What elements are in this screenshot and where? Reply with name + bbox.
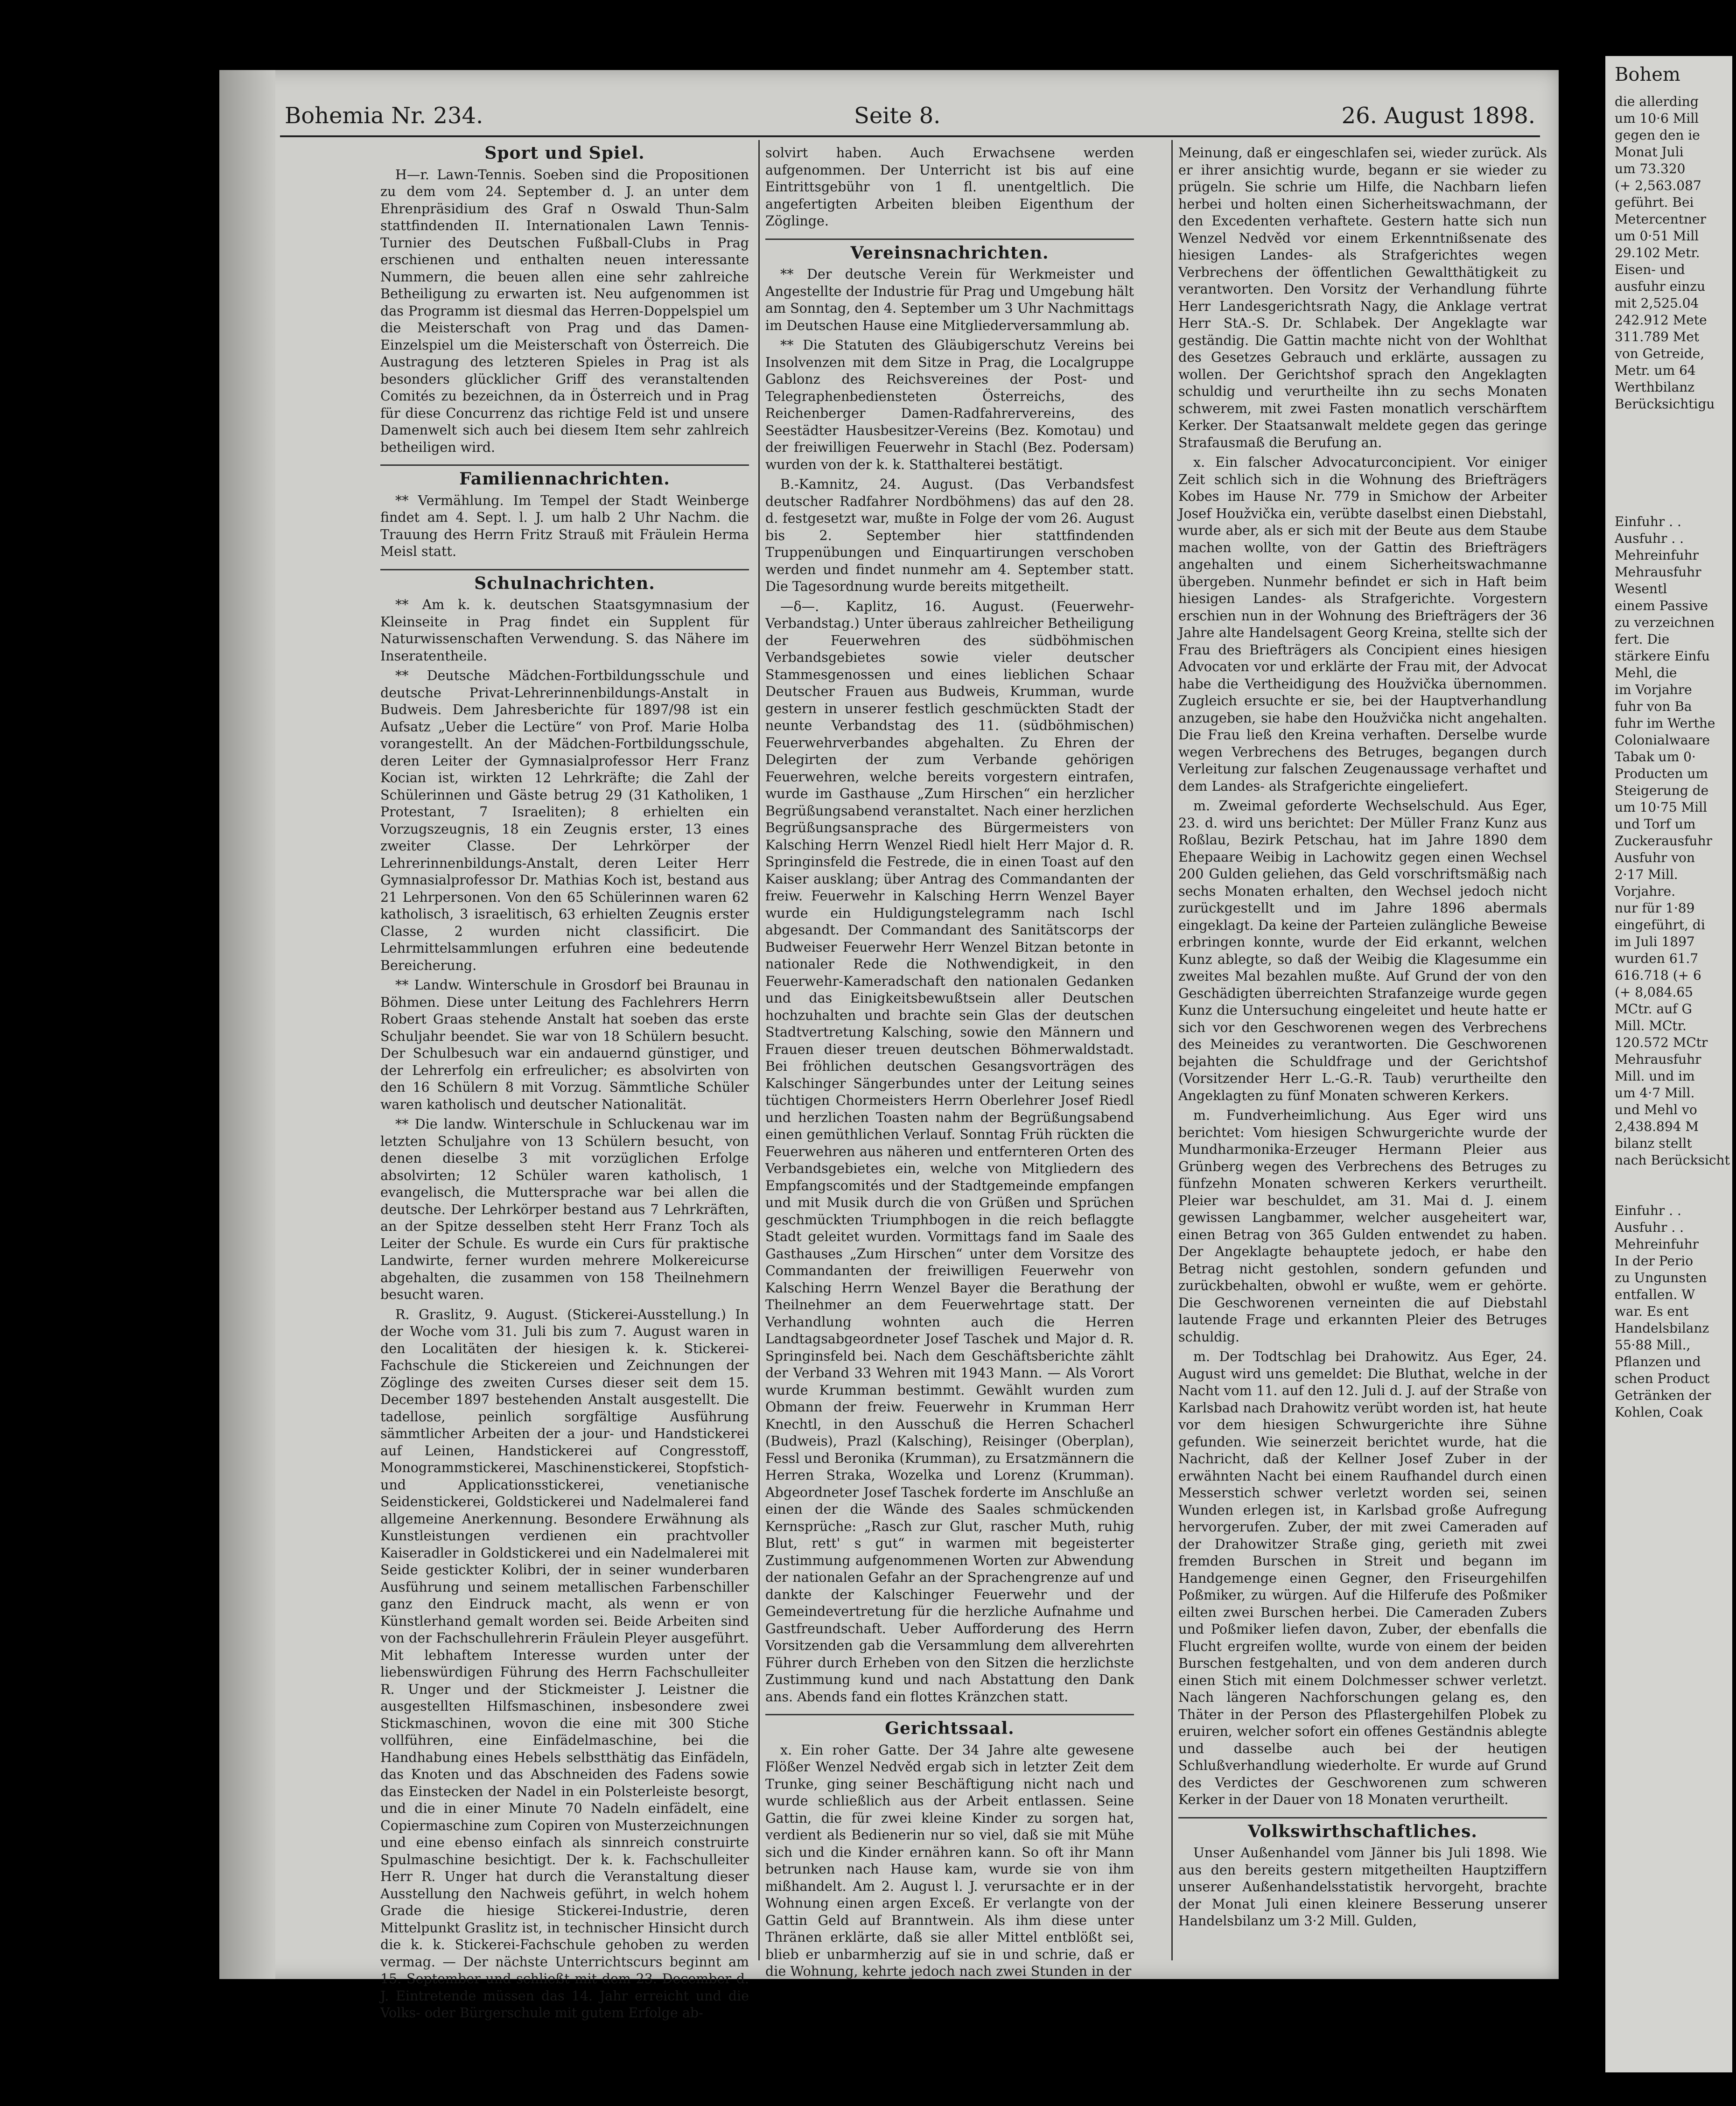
adjacent-page-line: Mill. MCtr. bbox=[1615, 1018, 1687, 1033]
article-paragraph: x. Ein roher Gatte. Der 34 Jahre alte gewesene Flößer Wenzel Nedvěd ergab sich in letzter Zeit dem Trunke, ging seiner Beschäftigung nicht nach und wurde schließlich aus der Arbeit entlassen. Seine Gattin, die für zwei kleine Kinder zu sorgen hat, verdient als Bedienerin nur so viel, daß sie mit Mühe sich und die Kinder ernähren kann. So oft ihr Mann betrunken nach Hause kam, wurde sie von ihm mißhandelt. Am 2. August l. J. verursachte er in der Wohnung einen argen Exceß. Er verlangte von der Gattin Geld auf Branntwein. Als ihm diese unter Thränen erklärte, daß sie aller Mittel entblößt sei, blieb er unbarmherzig auf sie in und schrie, daß er die Wohnung, kehrte jedoch nach zwei Stunden in der bbox=[765, 1742, 1134, 1979]
adjacent-page-line: Monat Juli bbox=[1615, 144, 1684, 160]
adjacent-page-line: Wesentl bbox=[1615, 581, 1667, 597]
adjacent-page-text bbox=[1615, 56, 1736, 1421]
adjacent-page-line: fuhr von Ba bbox=[1615, 699, 1692, 714]
adjacent-page-line: entfallen. W bbox=[1615, 1287, 1695, 1302]
adjacent-page-line: MCtr. auf G bbox=[1615, 1001, 1692, 1017]
adjacent-page-line: nur für 1·89 bbox=[1615, 900, 1695, 916]
adjacent-page-line: 311.789 Met bbox=[1615, 329, 1700, 344]
adjacent-page-line: Berücksichtigu bbox=[1615, 396, 1715, 412]
adjacent-page-line: 29.102 Metr. bbox=[1615, 245, 1700, 260]
adjacent-page-line: fuhr im Werthe bbox=[1615, 716, 1715, 731]
adjacent-page-line: bilanz stellt bbox=[1615, 1136, 1692, 1151]
adjacent-page-line: Ausfuhr . . bbox=[1615, 531, 1684, 546]
article-paragraph: Unser Außenhandel vom Jänner bis Juli 1898. Wie aus den bereits gestern mitgetheilten Hauptziffern unserer Außenhandelsstatistik hervorgeht, brachte der Monat Juli einen kleinere Besserung unserer Handelsbilanz um 3·2 Mill. Gulden, bbox=[1178, 1845, 1547, 1929]
adjacent-page-line: geführt. Bei bbox=[1615, 195, 1694, 210]
section-heading-economy: Volkswirthschaftliches. bbox=[1178, 1817, 1547, 1840]
article-paragraph: ** Am k. k. deutschen Staatsgymnasium der Kleinseite in Prag findet ein Supplent für Naturwissenschaften Verwendung. S. das Nähere im Inseratentheile. bbox=[380, 597, 749, 664]
adjacent-page-line: stärkere Einfu bbox=[1615, 648, 1710, 664]
adjacent-page-line: Tabak um 0· bbox=[1615, 749, 1696, 765]
adjacent-page-line: Bohem bbox=[1615, 64, 1680, 85]
adjacent-page-line: ausfuhr einzu bbox=[1615, 279, 1706, 294]
adjacent-page-line: nach Berücksicht bbox=[1615, 1152, 1730, 1168]
adjacent-page-line: Producten um bbox=[1615, 766, 1708, 781]
section-heading-associations: Vereinsnachrichten. bbox=[765, 239, 1134, 262]
adjacent-page-line: Metercentner bbox=[1615, 211, 1706, 227]
adjacent-page-line: Mehrausfuhr bbox=[1615, 1052, 1701, 1067]
adjacent-page-line: Zuckerausfuhr bbox=[1615, 833, 1713, 849]
adjacent-page-line: um 0·51 Mill bbox=[1615, 228, 1699, 244]
adjacent-page-line: Colonialwaare bbox=[1615, 732, 1710, 748]
adjacent-page-line: Mehl, die bbox=[1615, 665, 1677, 681]
adjacent-page-line: mit 2,525.04 bbox=[1615, 295, 1699, 311]
article-paragraph: m. Fundverheimlichung. Aus Eger wird uns berichtet: Vom hiesigen Schwurgerichte wurde der Mundharmonika-Erzeuger Hermann Pleier aus Grünberg wegen des Verbrechens des Betruges zu fünfzehn Monaten schweren Kerkers verurtheilt. Pleier war beschuldet, am 31. Mai d. J. einem gewissen Langbammer, welcher ausgeheitert war, einen Betrag von 365 Gulden entwendet zu haben. Der Angeklagte behauptete jedoch, er habe den Betrag nicht gestohlen, sondern gefunden und zurückbehalten, obwohl er wußte, wem er gehörte. Die Geschworenen verneinten die auf Diebstahl lautende Frage und erkannten Pleier des Betruges schuldig. bbox=[1178, 1108, 1547, 1345]
adjacent-page-line: von Getreide, bbox=[1615, 346, 1705, 361]
article-paragraph: solvirt haben. Auch Erwachsene werden aufgenommen. Der Unterricht ist bis auf eine Eintrittsgebühr von 1 fl. unentgeltlich. Die angefertigten Arbeiten bleiben Eigenthum der Zöglinge. bbox=[765, 145, 1134, 229]
adjacent-page-line bbox=[1615, 480, 1736, 497]
adjacent-page-line: wurden 61.7 bbox=[1615, 951, 1699, 966]
article-paragraph: H—r. Lawn-Tennis. Soeben sind die Propositionen zu dem vom 24. September d. J. an unter dem Ehrenpräsidium des Graf n Oswald Thun-Salm stattfindenden II. Internationalen Lawn Tennis-Turnier des Deutschen Fußball-Clubs in Prag erschienen und enthalten neuen interessante Nummern, die beuen allen eine sehr zahlreiche Betheiligung zu erwarten ist. Neu aufgenommen ist das Programm ist diesmal das Herren-Doppelspiel um die Meisterschaft von Prag und das Damen-Einzelspiel um die Meisterschaft von Österreich. Die Austragung des letzteren Spieles in Prag ist als besonders glücklicher Griff des veranstaltenden Comités zu bezeichnen, da in Österreich und in Prag für diese Concurrenz das richtige Feld ist und unsere Damenwelt sich auch bei diesem Item sehr zahlreich betheiligen wird. bbox=[380, 167, 749, 455]
adjacent-page-line: Kohlen, Coak bbox=[1615, 1404, 1703, 1420]
article-paragraph: m. Der Todtschlag bei Drahowitz. Aus Eger, 24. August wird uns gemeldet: Die Bluthat, welche in der Nacht vom 11. auf den 12. Juli d. J. auf der Straße von Karlsbad nach Drahowitz verübt worden ist, hat heute vor dem hiesigen Schwurgerichte ihre Sühne gefunden. Wie seinerzeit berichtet wurde, hat die Nachricht, daß der Kellner Josef Zuber in der erwähnten Nacht bei einem Raufhandel durch einen Messerstich schwer verletzt worden sei, seinen Wunden erlegen ist, in Karlsbad große Aufregung hervorgerufen. Zuber, der mit zwei Cameraden auf der Drahowitzer Straße ging, gerieth mit zwei fremden Burschen in Streit und begann im Handgemenge einen Gegner, den Friseurgehilfen Poßmiker, zu würgen. Auf die Hilferufe des Poßmiker eilten zwei Burschen herbei. Die Cameraden Zubers und Poßmiker liefen davon, Zuber, der ebenfalls die Flucht ergreifen wollte, wurde von einem der beiden Burschen festgehalten, und von dem anderen durch einen Stich mit einem Dolchmesser schwer verletzt. Nach längeren Nachforschungen gelang es, den Thäter in der Person des Pflastergehilfen Plobek zu eruiren, welcher sofort ein offenes Geständnis ablegte und dasselbe auch bei der heutigen Schlußverhandlung wiederholte. Er wurde auf Grund des Verdictes der Geschworenen zum schweren Kerker in der Dauer von 18 Monaten verurtheilt. bbox=[1178, 1349, 1547, 1807]
adjacent-page-line: Ausfuhr von bbox=[1615, 850, 1695, 865]
adjacent-page-line: In der Perio bbox=[1615, 1253, 1694, 1269]
header-publication: Bohemia Nr. 234. bbox=[285, 103, 483, 129]
adjacent-page-line: 2,438.894 M bbox=[1615, 1119, 1699, 1134]
header-date: 26. August 1898. bbox=[1341, 103, 1535, 129]
article-paragraph: ** Die landw. Winterschule in Schluckenau war im letzten Schuljahre von 13 Schülern besucht, von denen dieselbe 3 mit vorzüglichen Erfolge absolvirten; 12 Schüler waren katholisch, 1 evangelisch, die Muttersprache war bei allen die deutsche. Der Lehrkörper bestand aus 7 Lehrkräften, an der Spitze desselben steht Herr Franz Toch als Leiter der Schule. Es wurde ein Curs für praktische Landwirte, ferner wurden mehrere Molkereicurse abgehalten, die zusammen von 158 Theilnehmern besucht waren. bbox=[380, 1116, 749, 1302]
adjacent-page-line: Pflanzen und bbox=[1615, 1354, 1701, 1369]
article-paragraph: R. Graslitz, 9. August. (Stickerei-Ausstellung.) In der Woche vom 31. Juli bis zum 7. August waren in den Localitäten der hiesigen k. k. Stickerei-Fachschule die Stickereien und Zeichnungen der Zöglinge des zweiten Curses dieser seit dem 15. December 1897 bestehenden Anstalt ausgestellt. Die tadellose, peinlich sorgfältige Ausführung sämmtlicher Arbeiten der a jour- und Handstickerei auf Leinen, Handstickerei auf Congresstoff, Monogrammstickerei, Maschinenstickerei, Stopfstich- und Applicationsstickerei, venetianische Seidenstickerei, Goldstickerei und Nadelmalerei fand allgemeine Anerkennung. Besondere Erwähnung als Kunstleistungen verdienen ein prachtvoller Kaiseradler in Goldstickerei und ein Nadelmalerei mit Seide gestickter Kolibri, der in seiner wunderbaren Ausführung und seinem metallischen Farbenschiller ganz den Eindruck macht, als wenn er von Künstlerhand gemalt worden sei. Beide Arbeiten sind von der Fachschullehrerin Fräulein Pleyer ausgeführt. Mit lebhaftem Interesse wurden unter der liebenswürdigen Führung des Herrn Fachschulleiter R. Unger und der Stickmeister J. Leistner die ausgestellten Hilfsmaschinen, insbesondere zwei Stickmaschinen, wovon die eine mit 300 Stiche vollführen, eine Einfädelmaschine, bei die Handhabung eines Hebels selbstthätig das Einfädeln, das Knoten und das Abschneiden des Fadens sowie das Einstecken der Nadel in ein Polsterleiste besorgt, und die in einer Minute 70 Nadeln einfädelt, eine Copiermaschine zum Copiren von Musterzeichnungen und eine ebenso einfach als sinnreich construirte Spulmaschine besichtigt. Der k. k. Fachschulleiter Herr R. Unger hat durch die Veranstaltung dieser Ausstellung den Nachweis geführt, in welch hohem Grade die hiesige Stickerei-Industrie, deren Mittelpunkt Graslitz ist, in technischer Hinsicht durch die k. k. Stickerei-Fachschule gehoben zu werden vermag. — Der nächste Unterrichtscurs beginnt am 15. September und schließt mit dem 23. December d. J. Eintretende müssen das 14. Jahr erreicht und die Volks- oder Bürgerschule mit gutem Erfolge ab- bbox=[380, 1306, 749, 2021]
adjacent-page-line: um 4·7 Mill. bbox=[1615, 1085, 1695, 1101]
adjacent-page-line: Mill. und im bbox=[1615, 1068, 1695, 1084]
adjacent-page-line: Getränken der bbox=[1615, 1388, 1711, 1403]
adjacent-page-line: Einfuhr . . bbox=[1615, 514, 1681, 529]
adjacent-page-line: Einfuhr . . bbox=[1615, 1203, 1681, 1218]
page-header bbox=[280, 98, 1540, 137]
adjacent-page-line: zu verzeichnen bbox=[1615, 615, 1715, 630]
adjacent-page-line: Mehrausfuhr bbox=[1615, 564, 1701, 580]
adjacent-page-line: war. Es ent bbox=[1615, 1304, 1689, 1319]
adjacent-page-line bbox=[1615, 413, 1736, 429]
adjacent-page-line: Mehreinfuhr bbox=[1615, 1236, 1699, 1252]
adjacent-page-line bbox=[1615, 497, 1736, 513]
adjacent-page-line: (+ 8,084.65 bbox=[1615, 984, 1693, 1000]
article-paragraph: ** Vermählung. Im Tempel der Stadt Weinberge findet am 4. Sept. l. J. um halb 2 Uhr Nachm. die Trauung des Herrn Fritz Strauß mit Fräulein Herma Meisl statt. bbox=[380, 492, 749, 559]
adjacent-page-line: eingeführt, di bbox=[1615, 917, 1705, 933]
article-paragraph: ** Der deutsche Verein für Werkmeister und Angestellte der Industrie für Prag und Umgebung hält am Sonntag, den 4. September um 3 Uhr Nachmittags im Deutschen Hause eine Mitgliederversammlung ab. bbox=[765, 267, 1134, 333]
column-rule bbox=[758, 140, 760, 1960]
section-heading-sport: Sport und Spiel. bbox=[484, 143, 645, 163]
adjacent-page-line: 242.912 Mete bbox=[1615, 312, 1707, 328]
adjacent-page-line: gegen den ie bbox=[1615, 127, 1700, 143]
adjacent-page-line: und Torf um bbox=[1615, 816, 1696, 832]
adjacent-page-line bbox=[1615, 446, 1736, 463]
page-binding-shadow bbox=[219, 70, 275, 1979]
article-paragraph: Meinung, daß er eingeschlafen sei, wieder zurück. Als er ihrer ansichtig wurde, begann er sie wieder zu prügeln. Sie schrie um Hilfe, die Nachbarn liefen herbei und holten einen Sicherheitswachmann, der den Excedenten verhaftete. Gestern hatte sich nun Wenzel Nedvěd vor einem Erkenntnißsenate des hiesigen Landes- als Strafgerichtes wegen Verbrechens der öffentlichen Gewaltthätigkeit zu verantworten. Den Vorsitz der Verhandlung führte Herr Landesgerichtsrath Nagy, die Anklage vertrat Herr StA.-S. Dr. Schlabek. Der Angeklagte war geständig. Die Gattin machte nicht von der Wohlthat des Gesetzes Gebrauch und erklärte, aussagen zu wollen. Der Gerichtshof sprach den Angeklagten schuldig und verurtheilte ihn zu sechs Monaten schwerem, mit zwei Fasten monatlich verschärftem Kerker. Der Staatsanwalt meldete gegen das geringe Strafausmaß die Berufung an. bbox=[1178, 145, 1547, 450]
adjacent-page-line: (+ 2,563.087 bbox=[1615, 178, 1701, 193]
adjacent-page-line: 120.572 MCtr bbox=[1615, 1035, 1708, 1050]
adjacent-page-line: Steigerung de bbox=[1615, 783, 1709, 798]
adjacent-page-line: schen Product bbox=[1615, 1371, 1710, 1386]
adjacent-page-line: Metr. um 64 bbox=[1615, 363, 1696, 378]
article-paragraph: ** Deutsche Mädchen-Fortbildungsschule und deutsche Privat-Lehrerinnenbildungs-Anstalt in Budweis. Dem Jahresberichte für 1897/98 ist ein Aufsatz „Ueber die Lectüre“ von Prof. Marie Holba vorangestellt. An der Mädchen-Fortbildungsschule, deren Leiter der Gymnasialprofessor Herr Franz Kocian ist, wirkten 12 Lehrkräfte; die Zahl der Schülerinnen und Gäste betrug 29 (31 Katholiken, 1 Protestant, 7 Israeliten); 8 erhielten ein Vorzugszeugnis, 18 ein Zeugnis erster, 13 eines zweiter Classe. Der Lehrkörper der Lehrerinnenbildungs-Anstalt, deren Leiter Herr Gymnasialprofessor Dr. Mathias Koch ist, bestand aus 21 Lehrpersonen. Von den 65 Schülerinnen waren 62 katholisch, 3 israelitisch, 63 erhielten Zeugnis erster Classe, 2 wurden nicht classificirt. Die Lehrmittelsammlungen erfuhren eine bedeutende Bereicherung. bbox=[380, 668, 749, 973]
adjacent-page-fragment bbox=[1605, 56, 1732, 2072]
section-heading-family: Familiennachrichten. bbox=[380, 464, 749, 488]
adjacent-page-line bbox=[1615, 1186, 1736, 1202]
adjacent-page-line: Eisen- und bbox=[1615, 262, 1685, 277]
adjacent-page-line: und Mehl vo bbox=[1615, 1102, 1697, 1117]
adjacent-page-line: im Juli 1897 bbox=[1615, 934, 1695, 949]
adjacent-page-line: um 73.320 bbox=[1615, 161, 1686, 176]
article-paragraph: x. Ein falscher Advocaturconcipient. Vor einiger Zeit schlich sich in die Wohnung des Briefträgers Kobes im Hause Nr. 779 in Smichow der Arbeiter Josef Houžvička ein, verübte daselbst einen Diebstahl, wurde aber, als er sich mit der Beute aus dem Staube machen wollte, von der Gattin des Briefträgers angehalten und einem Sicherheitswachmanne übergeben. Nunmehr befindet er sich in Haft beim hiesigen Landes- als Strafgerichte. Vorgestern erschien nun in der Wohnung des Briefträgers der 36 Jahre alte Handelsagent Georg Kreina, stellte sich der Frau des Briefträgers als Concipient eines hiesigen Advocaten vor und erklärte der Frau mit, der Advocat habe die Vertheidigung des Houžvička übernommen. Zugleich ersuchte er sie, bei der Hauptverhandlung anzugeben, sie habe den Houžvička nicht angehalten. Die Frau ließ den Kreina verhaften. Derselbe wurde wegen Verbrechens des Betruges, begangen durch Verleitung zur falschen Zeugenaussage verhaftet und dem Landes- als Strafgerichte eingeliefert. bbox=[1178, 455, 1547, 794]
adjacent-page-line: 2·17 Mill. bbox=[1615, 867, 1678, 882]
article-paragraph: B.-Kamnitz, 24. August. (Das Verbandsfest deutscher Radfahrer Nordböhmens) das auf den 28. d. festgesetzt war, mußte in Folge der vom 26. August bis 2. September hier stattfindenden Truppenübungen und Einquartirungen verschoben werden und findet nunmehr am 4. September statt. Die Tagesordnung wurde bereits mitgetheilt. bbox=[765, 477, 1134, 594]
adjacent-page-line: 55·88 Mill., bbox=[1615, 1337, 1691, 1353]
column-1 bbox=[380, 143, 749, 2021]
adjacent-page-line: um 10·6 Mill bbox=[1615, 111, 1699, 126]
adjacent-page-line: Mehreinfuhr bbox=[1615, 548, 1699, 563]
adjacent-page-line: um 10·75 Mill bbox=[1615, 800, 1708, 815]
article-paragraph: —δ—. Kaplitz, 16. August. (Feuerwehr-Verbandstag.) Unter überaus zahlreicher Betheiligung der Feuerwehren des südböhmischen Verbandsgebietes sowie vieler deutscher Stammesgenossen und eines lieblichen Schaar Deutscher Frauen aus Budweis, Krumman, wurde gestern in unserer festlich geschmückten Stadt der neunte Verbandstag des 11. (südböhmischen) Feuerwehrverbandes abgehalten. Zu Ehren der Delegirten der zum Verbande gehörigen Feuerwehren, welche bereits vorgestern eintrafen, wurde im Gasthause „Zum Hirschen“ ein herzlicher Begrüßungsabend veranstaltet. Nach einer herzlichen Begrüßungsansprache des Bürgermeisters von Kalsching Herrn Wenzel Riedl hielt Herr Major d. R. Springinsfeld die Festrede, die in einen Toast auf den Kaiser ausklang; über Antrag des Commandanten der freiw. Feuerwehr in Kalsching Herrn Wenzel Bayer wurde ein Huldigungstelegramm nach Ischl abgesandt. Der Commandant des Sanitätscorps der Budweiser Feuerwehr Herr Wenzel Bitzan betonte in nationaler Rede die Nothwendigkeit, in den Feuerwehr-Kameradschaft den nationalen Gedanken und das Einigkeitsbewußtsein aller Deutschen hochzuhalten und brachte sein Glas der deutschen Stadtvertretung Kalsching, sowie den Männern und Frauen dieser treuen deutschen Böhmerwaldstadt. Bei fröhlichen deutschen Gesangsvorträgen des Kalschinger Sängerbundes unter der Leitung seines tüchtigen Chormeisters Herrn Oberlehrer Josef Riedl und herzlichen Toasten nahm der Begrüßungsabend einen gemüthlichen Verlauf. Sonntag Früh rückten die Feuerwehren aus näheren und entfernteren Orten des Verbandsgebietes ein, welche von Mitgliedern des Empfangscomités und der Stadtgemeinde empfangen und mit Musik durch die von Grüßen und Sprüchen geschmückten Triumphbogen in die reich beflaggte Stadt geleitet wurden. Vormittags fand im Saale des Gasthauses „Zum Hirschen“ unter dem Vorsitze des Commandanten der freiwilligen Feuerwehr von Kalsching Herrn Wenzel Bayer die Berathung der Theilnehmer an dem Feuerwehrtage statt. Der Verhandlung wohnten auch die Herren Landtagsabgeordneter Josef Taschek und Major d. R. Springinsfeld bei. Nach dem Geschäftsberichte zählt der Verband 33 Wehren mit 1943 Mann. — Als Vorort wurde Krumman bestimmt. Gewählt wurden zum Obmann der freiw. Feuerwehr in Krumman Herr Knechtl, in den Ausschuß die Herren Schacherl (Budweis), Prazl (Kalsching), Reisinger (Oberplan), Fessl und Beronika (Krumman), zu Ersatzmännern die Herren Straka, Wozelka und Lorenz (Krumman). Abgeordneter Josef Taschek forderte im Anschluße an einen der die Wände des Saales schmückenden Kernsprüche: „Rasch zur Glut, rascher Muth, ruhig Blut, rett' s gut“ in warmen mit begeisterter Zustimmung aufgenommenen Worten zur Abwendung der nationalen Gefahr an der Sprachengrenze auf und dankte der Kalschinger Feuerwehr und der Gemeindevertretung für die herzliche Aufnahme und Gastfreundschaft. Ueber Aufforderung des Herrn Vorsitzenden gab die Versammlung dem allverehrten Führer durch Erheben von den Sitzen die herzlichste Zustimmung kund und nach Abstattung den Dank ans. Abends fand ein flottes Kränzchen statt. bbox=[765, 598, 1134, 1705]
article-paragraph: m. Zweimal geforderte Wechselschuld. Aus Eger, 23. d. wird uns berichtet: Der Müller Franz Kunz aus Roßlau, Bezirk Petschau, hat im Jahre 1890 dem Ehepaare Weibig in Lachowitz gegen einen Wechsel 200 Gulden geliehen, das Geld vorschriftsmäßig nach sechs Monaten erhalten, den Wechsel jedoch nicht zurückgestellt und im Jahre 1896 abermals eingeklagt. Da keine der Parteien zulängliche Beweise erbringen konnte, wurde der Eid erkannt, welchen Kunz ablegte, so daß der Weibig die Klagesumme ein zweites Mal bezahlen mußte. Auf Grund der von den Geschädigten überreichten Strafanzeige wurde gegen Kunz die Untersuchung eingeleitet und heute hatte er sich vor den Geschworenen wegen des Verbrechens des Meineides zu verantworten. Die Geschworenen bejahten die Schuldfrage und der Gerichtshof (Vorsitzender Herr L.-G.-R. Taub) verurtheilte den Angeklagten zu fünf Monaten schweren Kerkers. bbox=[1178, 798, 1547, 1103]
adjacent-page-line: fert. Die bbox=[1615, 632, 1670, 647]
article-paragraph: ** Landw. Winterschule in Grosdorf bei Braunau in Böhmen. Diese unter Leitung des Fachlehrers Herrn Robert Graas stehende Anstalt hat soeben das erste Schuljahr beendet. Sie war von 18 Schülern besucht. Der Schulbesuch war ein andauernd günstiger, und der Lehrerfolg ein erfreulicher; es absolvirten von den 16 Schülern 8 mit Vorzug. Sämmtliche Schüler waren katholisch und deutscher Nationalität. bbox=[380, 977, 749, 1112]
adjacent-page-line: zu Ungunsten bbox=[1615, 1270, 1707, 1285]
adjacent-page-line: im Vorjahre bbox=[1615, 682, 1692, 697]
column-2 bbox=[765, 145, 1134, 1979]
section-heading-school: Schulnachrichten. bbox=[380, 569, 749, 592]
adjacent-page-line: Ausfuhr . . bbox=[1615, 1220, 1684, 1235]
section-heading-court: Gerichtssaal. bbox=[765, 1714, 1134, 1737]
adjacent-page-line bbox=[1615, 429, 1736, 446]
adjacent-page-line: 616.718 (+ 6 bbox=[1615, 968, 1701, 983]
adjacent-page-line: Vorjahre. bbox=[1615, 884, 1676, 899]
adjacent-page-line: einem Passive bbox=[1615, 598, 1708, 613]
adjacent-page-line: Werthbilanz bbox=[1615, 379, 1695, 395]
adjacent-page-line: die allerding bbox=[1615, 94, 1699, 109]
adjacent-page-line bbox=[1615, 463, 1736, 480]
article-paragraph: ** Die Statuten des Gläubigerschutz Vereins bei Insolvenzen mit dem Sitze in Prag, die Localgruppe Gablonz des Reichsvereines der Post- und Telegraphenbediensteten Österreichs, des Reichenberger Damen-Radfahrervereins, des Seestädter Hausbesitzer-Vereins (Bez. Komotau) und der freiwilligen Feuerwehr in Stachl (Bez. Podersam) wurden von der k. k. Statthalterei bestätigt. bbox=[765, 337, 1134, 472]
adjacent-page-line bbox=[1615, 1169, 1736, 1186]
column-3 bbox=[1178, 145, 1547, 1965]
column-rule bbox=[1171, 140, 1173, 1960]
header-page-number: Seite 8. bbox=[854, 103, 941, 129]
adjacent-page-line: Handelsbilanz bbox=[1615, 1320, 1709, 1336]
